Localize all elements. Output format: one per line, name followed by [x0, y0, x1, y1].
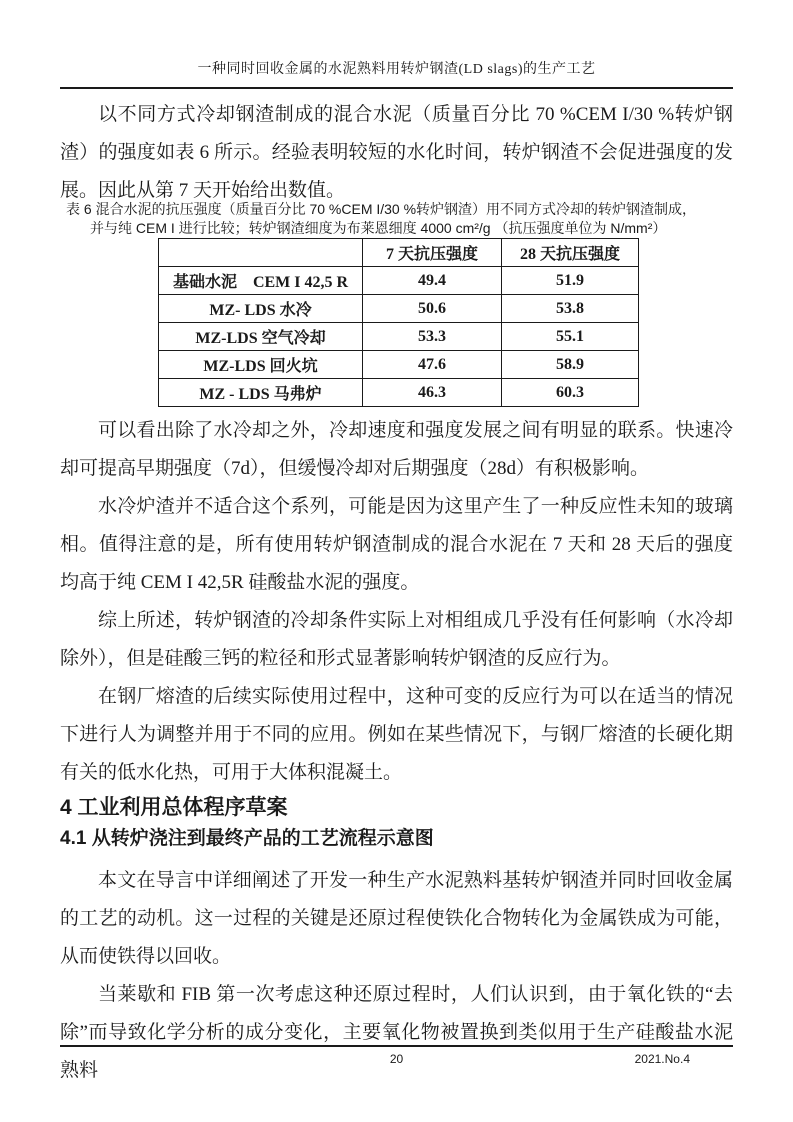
value-7day: 46.3	[363, 379, 502, 407]
table-row	[159, 323, 639, 351]
page-header	[60, 0, 733, 89]
row-label: MZ- LDS 水冷	[159, 295, 363, 323]
value-28day: 60.3	[502, 379, 639, 407]
paragraph-strength-intro: 以不同方式冷却钢渣制成的混合水泥（质量百分比 70 %CEM I/30 %转炉钢渣）的强度如表 6 所示。经验表明较短的水化时间，转炉钢渣不会促进强度的发展。因此从第 7 天开始给出数值。	[60, 104, 733, 201]
row-label: MZ-LDS 回火坑	[159, 351, 363, 379]
table-row	[159, 379, 639, 407]
table6-compressive-strength	[158, 238, 639, 407]
header-cell-7day: 7 天抗压强度	[363, 239, 502, 267]
value-7day: 50.6	[363, 295, 502, 323]
value-28day: 58.9	[502, 351, 639, 379]
value-7day: 49.4	[363, 267, 502, 295]
page-number: 20	[389, 1052, 404, 1066]
paragraph-water-cooled-slag: 水冷炉渣并不适合这个系列，可能是因为这里产生了一种反应性未知的玻璃相。值得注意的是，所有使用转炉钢渣制成的混合水泥在 7 天和 28 天后的强度均高于纯 CEM I 42,5R 硅酸盐水泥的强度。	[60, 496, 733, 593]
paragraph-summary: 综上所述，转炉钢渣的冷却条件实际上对相组成几乎没有任何影响（水冷却除外），但是硅酸三钙的粒径和形式显著影响转炉钢渣的反应行为。	[60, 610, 733, 669]
row-label: MZ-LDS 空气冷却	[159, 323, 363, 351]
value-28day: 53.8	[502, 295, 639, 323]
header-cell-empty	[159, 239, 363, 267]
table6-caption-line1: 表 6 混合水泥的抗压强度（质量百分比 70 %CEM I/30 %转炉钢渣）用不同方式冷却的转炉钢渣制成，	[66, 201, 697, 217]
paragraph-cooling-speed: 可以看出除了水冷却之外，冷却速度和强度发展之间有明显的联系。快速冷却可提高早期强度（7d），但缓慢冷却对后期强度（28d）有积极影响。	[60, 420, 733, 479]
row-label: MZ - LDS 马弗炉	[159, 379, 363, 407]
table6-caption-line2: 并与纯 CEM I 进行比较；转炉钢渣细度为布莱恩细度 4000 cm²/g （抗压强度单位为 N/mm²）	[90, 220, 667, 236]
running-title: 一种同时回收金属的水泥熟料用转炉钢渣(LD slags)的生产工艺	[197, 62, 596, 77]
section-heading-4-1: 4.1 从转炉浇注到最终产品的工艺流程示意图	[60, 828, 434, 849]
journal-issue: 2021.No.4	[634, 1052, 690, 1066]
document-body	[60, 96, 733, 1090]
section-heading-4: 4 工业利用总体程序草案	[60, 796, 288, 819]
paragraph-reduction-process: 当莱歇和 FIB 第一次考虑这种还原过程时，人们认识到，由于氧化铁的“去除”而导致化学分析的成分变化，主要氧化物被置换到类似用于生产硅酸盐水泥熟料	[60, 984, 733, 1081]
page-footer	[60, 1045, 733, 1071]
value-28day: 55.1	[502, 323, 639, 351]
row-label: 基础水泥 CEM I 42,5 R	[159, 267, 363, 295]
table6-caption	[60, 200, 733, 238]
value-7day: 47.6	[363, 351, 502, 379]
table-row	[159, 295, 639, 323]
paragraph-motivation: 本文在导言中详细阐述了开发一种生产水泥熟料基转炉钢渣并同时回收金属的工艺的动机。这一过程的关键是还原过程使铁化合物转化为金属铁成为可能，从而使铁得以回收。	[60, 870, 733, 967]
table-row	[159, 267, 639, 295]
table-row	[159, 351, 639, 379]
paragraph-application: 在钢厂熔渣的后续实际使用过程中，这种可变的反应行为可以在适当的情况下进行人为调整并用于不同的应用。例如在某些情况下，与钢厂熔渣的长硬化期有关的低水化热，可用于大体积混凝土。	[60, 686, 733, 783]
value-28day: 51.9	[502, 267, 639, 295]
header-cell-28day: 28 天抗压强度	[502, 239, 639, 267]
value-7day: 53.3	[363, 323, 502, 351]
table-header-row	[159, 239, 639, 267]
